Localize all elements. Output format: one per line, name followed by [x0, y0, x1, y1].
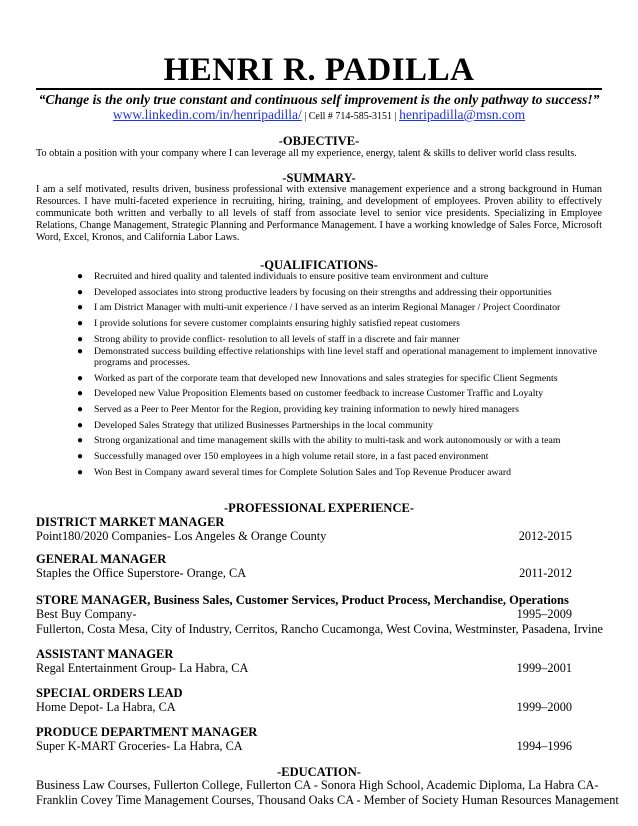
job-title: SPECIAL ORDERS LEAD — [36, 686, 183, 700]
contact-line — [0, 107, 638, 125]
bullet-icon: ● — [77, 318, 84, 330]
objective-heading: -OBJECTIVE- — [278, 134, 360, 148]
job-company: Super K-MART Groceries- La Habra, CA — [36, 739, 243, 753]
list-item: ● Developed new Value Proposition Elements based on customer feedback to increase Customer Traffic and Loyalty — [77, 388, 544, 400]
list-item: ● Strong organizational and time management skills with the ability to multi-task and work autonomously or with a team — [77, 435, 561, 447]
bullet-icon: ● — [77, 466, 84, 478]
objective-text: To obtain a position with your company where I can leverage all my experience, energy, talent & skills to deliver world class results. — [36, 148, 577, 159]
bullet-icon: ● — [77, 345, 84, 357]
education-heading: -EDUCATION- — [277, 765, 361, 779]
linkedin-link[interactable]: www.linkedin.com/in/henripadilla/ — [112, 107, 302, 122]
summary-heading: -SUMMARY- — [282, 171, 356, 185]
bullet-icon: ● — [77, 333, 84, 345]
job-title: STORE MANAGER, Business Sales, Customer Services, Product Process, Merchandise, Operations — [36, 593, 569, 607]
job-entry — [36, 515, 572, 544]
job-entry — [36, 593, 603, 637]
list-item: ● Worked as part of the corporate team that developed new Innovations and sales strategies for specific Client Segments — [77, 372, 558, 384]
list-item: ● Demonstrated success building effective relationships with line level staff and operational management to implement innovative programs and processes. — [77, 345, 597, 368]
experience-heading: -PROFESSIONAL EXPERIENCE- — [224, 501, 414, 515]
list-item: ● I am District Manager with multi-unit experience / I have served as an interim Regional Manager / Project Coordinator — [77, 302, 561, 314]
job-entry — [36, 552, 572, 581]
list-item: ● Strong ability to provide conflict- resolution to all levels of staff in a discrete and fair manner — [77, 333, 460, 345]
list-item: ● Developed Sales Strategy that utilized Businesses Partnerships in the local community — [77, 419, 434, 431]
job-title: ASSISTANT MANAGER — [36, 647, 174, 661]
list-item: ● Won Best in Company award several times for Complete Solution Sales and Top Revenue Producer award — [77, 466, 512, 478]
job-dates: 1995–2009 — [516, 607, 572, 621]
qualifications-list — [0, 271, 638, 482]
job-company: Best Buy Company- — [36, 607, 137, 621]
bullet-icon: ● — [77, 372, 84, 384]
list-item: ● Served as a Peer to Peer Mentor for the Region, providing key training information to newly hired managers — [77, 403, 519, 415]
header-divider — [36, 88, 602, 90]
list-item: ● Recruited and hired quality and talented individuals to ensure positive team environment and culture — [77, 271, 489, 282]
bullet-icon: ● — [77, 388, 84, 400]
job-dates: 1999–2000 — [516, 700, 572, 714]
summary-text: I am a self motivated, results driven, business professional with extensive management experience and a strong background in Human Resources. I have multi-faceted experience in recruiting, hiring, training, and development of employees. Proven ability to effectively communicate both written and verbally to all levels of staff from associate level to senior vice presidents. Specializing in Employee Relations, Change Management, Strategic Planning and Performance Management. I have a working knowledge of Sales Force, Microsoft Word, Excel, Kronos, and California Labor Laws. — [36, 184, 602, 244]
job-locations: Fullerton, Costa Mesa, City of Industry, Cerritos, Rancho Cucamonga, West Covina, Westminster, Pasadena, Irvine — [36, 622, 603, 636]
job-dates: 1999–2001 — [516, 661, 572, 675]
education-line: Business Law Courses, Fullerton College, Fullerton CA - Sonora High School, Academic Diploma, La Habra CA- — [36, 778, 599, 792]
bullet-icon: ● — [77, 286, 84, 298]
bullet-icon: ● — [77, 403, 84, 415]
list-item: ● I provide solutions for severe customer complaints ensuring highly satisfied repeat customers — [77, 318, 460, 330]
job-dates: 1994–1996 — [516, 739, 572, 753]
job-company: Point180/2020 Companies- Los Angeles & Orange County — [36, 529, 327, 543]
email-link[interactable]: henripadilla@msn.com — [399, 107, 526, 122]
education-line: Franklin Covey Time Management Courses, Thousand Oaks CA - Member of Society Human Resources Management — [36, 793, 619, 807]
job-entry — [36, 647, 572, 676]
header-quote: “Change is the only true constant and continuous self improvement is the only pathway to success!” — [38, 92, 600, 107]
job-title: DISTRICT MARKET MANAGER — [36, 515, 225, 529]
job-company: Regal Entertainment Group- La Habra, CA — [36, 661, 249, 675]
job-title: PRODUCE DEPARTMENT MANAGER — [36, 725, 258, 739]
job-company: Home Depot- La Habra, CA — [36, 700, 176, 714]
cell-phone: | Cell # 714-585-3151 | — [301, 111, 400, 122]
list-item: ● Developed associates into strong productive leaders by focusing on their strengths and addressing their opportunities — [77, 286, 552, 298]
job-dates: 2012-2015 — [518, 529, 572, 543]
bullet-icon: ● — [77, 419, 84, 431]
bullet-icon: ● — [77, 302, 84, 314]
qualifications-heading: -QUALIFICATIONS- — [260, 258, 378, 272]
bullet-icon: ● — [77, 271, 84, 282]
candidate-name: HENRI R. PADILLA — [163, 52, 475, 88]
job-dates: 2011-2012 — [519, 566, 572, 580]
list-item: ● Successfully managed over 150 employees in a high volume retail store, in a fast paced environment — [77, 450, 489, 462]
job-entry — [36, 686, 572, 715]
job-company: Staples the Office Superstore- Orange, CA — [36, 566, 247, 580]
bullet-icon: ● — [77, 435, 84, 447]
job-entry — [36, 725, 572, 754]
bullet-icon: ● — [77, 450, 84, 462]
job-title: GENERAL MANAGER — [36, 552, 167, 566]
